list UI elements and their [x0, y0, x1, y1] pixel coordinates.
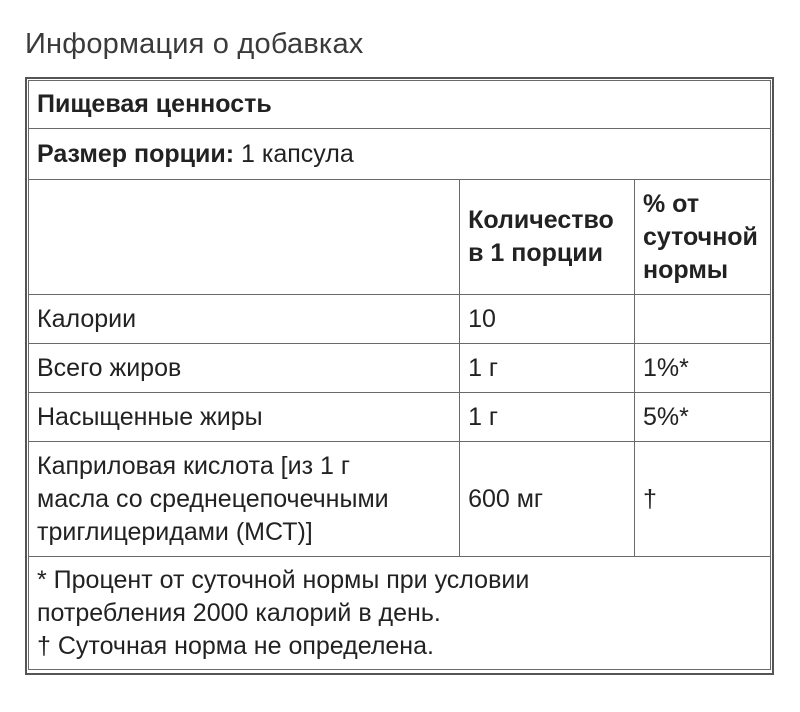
- nutrient-amount: 10: [460, 295, 635, 344]
- nutrient-name-line: триглицеридами (МСТ)]: [37, 517, 313, 546]
- supplement-facts-table: [28, 80, 771, 670]
- header-daily-line: нормы: [643, 255, 729, 284]
- nutrient-amount: 600 мг: [460, 442, 635, 557]
- table-row: [29, 344, 771, 393]
- nutrient-name: Всего жиров: [29, 344, 460, 393]
- page-title: Информация о добавках: [25, 28, 364, 60]
- table-heading-row: [29, 81, 771, 129]
- table-row: [29, 393, 771, 442]
- header-daily-line: % от: [643, 189, 700, 218]
- serving-size-row: [29, 129, 771, 180]
- nutrient-daily-value: 5%*: [635, 393, 771, 442]
- nutrient-amount: 1 г: [460, 344, 635, 393]
- nutrient-name: Калории: [29, 295, 460, 344]
- footnotes: [29, 557, 771, 670]
- table-row: [29, 295, 771, 344]
- nutrient-name: Насыщенные жиры: [29, 393, 460, 442]
- nutrient-daily-value: †: [635, 442, 771, 557]
- footnote-line: † Суточная норма не определена.: [37, 631, 434, 660]
- nutrient-name-line: масла со среднецепочечными: [37, 484, 389, 513]
- footnote-row: [29, 557, 771, 670]
- header-daily-line: суточной: [643, 222, 758, 251]
- serving-size: [29, 129, 771, 180]
- header-daily-value: [635, 180, 771, 295]
- nutrient-daily-value: 1%*: [635, 344, 771, 393]
- header-amount: [460, 180, 635, 295]
- column-header-row: [29, 180, 771, 295]
- serving-size-label: Размер порции:: [37, 139, 235, 168]
- nutrient-amount: 1 г: [460, 393, 635, 442]
- header-amount-line: Количество: [468, 206, 614, 234]
- footnote-line: * Процент от суточной нормы при условии: [37, 565, 530, 594]
- nutrient-daily-value: [635, 295, 771, 344]
- header-amount-line: в 1 порции: [468, 239, 603, 267]
- footnote-line: потребления 2000 калорий в день.: [37, 598, 441, 627]
- table-heading: Пищевая ценность: [29, 81, 771, 129]
- nutrient-name-line: Каприловая кислота [из 1 г: [37, 451, 350, 480]
- table-row: [29, 442, 771, 557]
- header-blank-cell: [29, 180, 460, 295]
- serving-size-value: 1 капсула: [241, 139, 354, 168]
- nutrient-name: [29, 442, 460, 557]
